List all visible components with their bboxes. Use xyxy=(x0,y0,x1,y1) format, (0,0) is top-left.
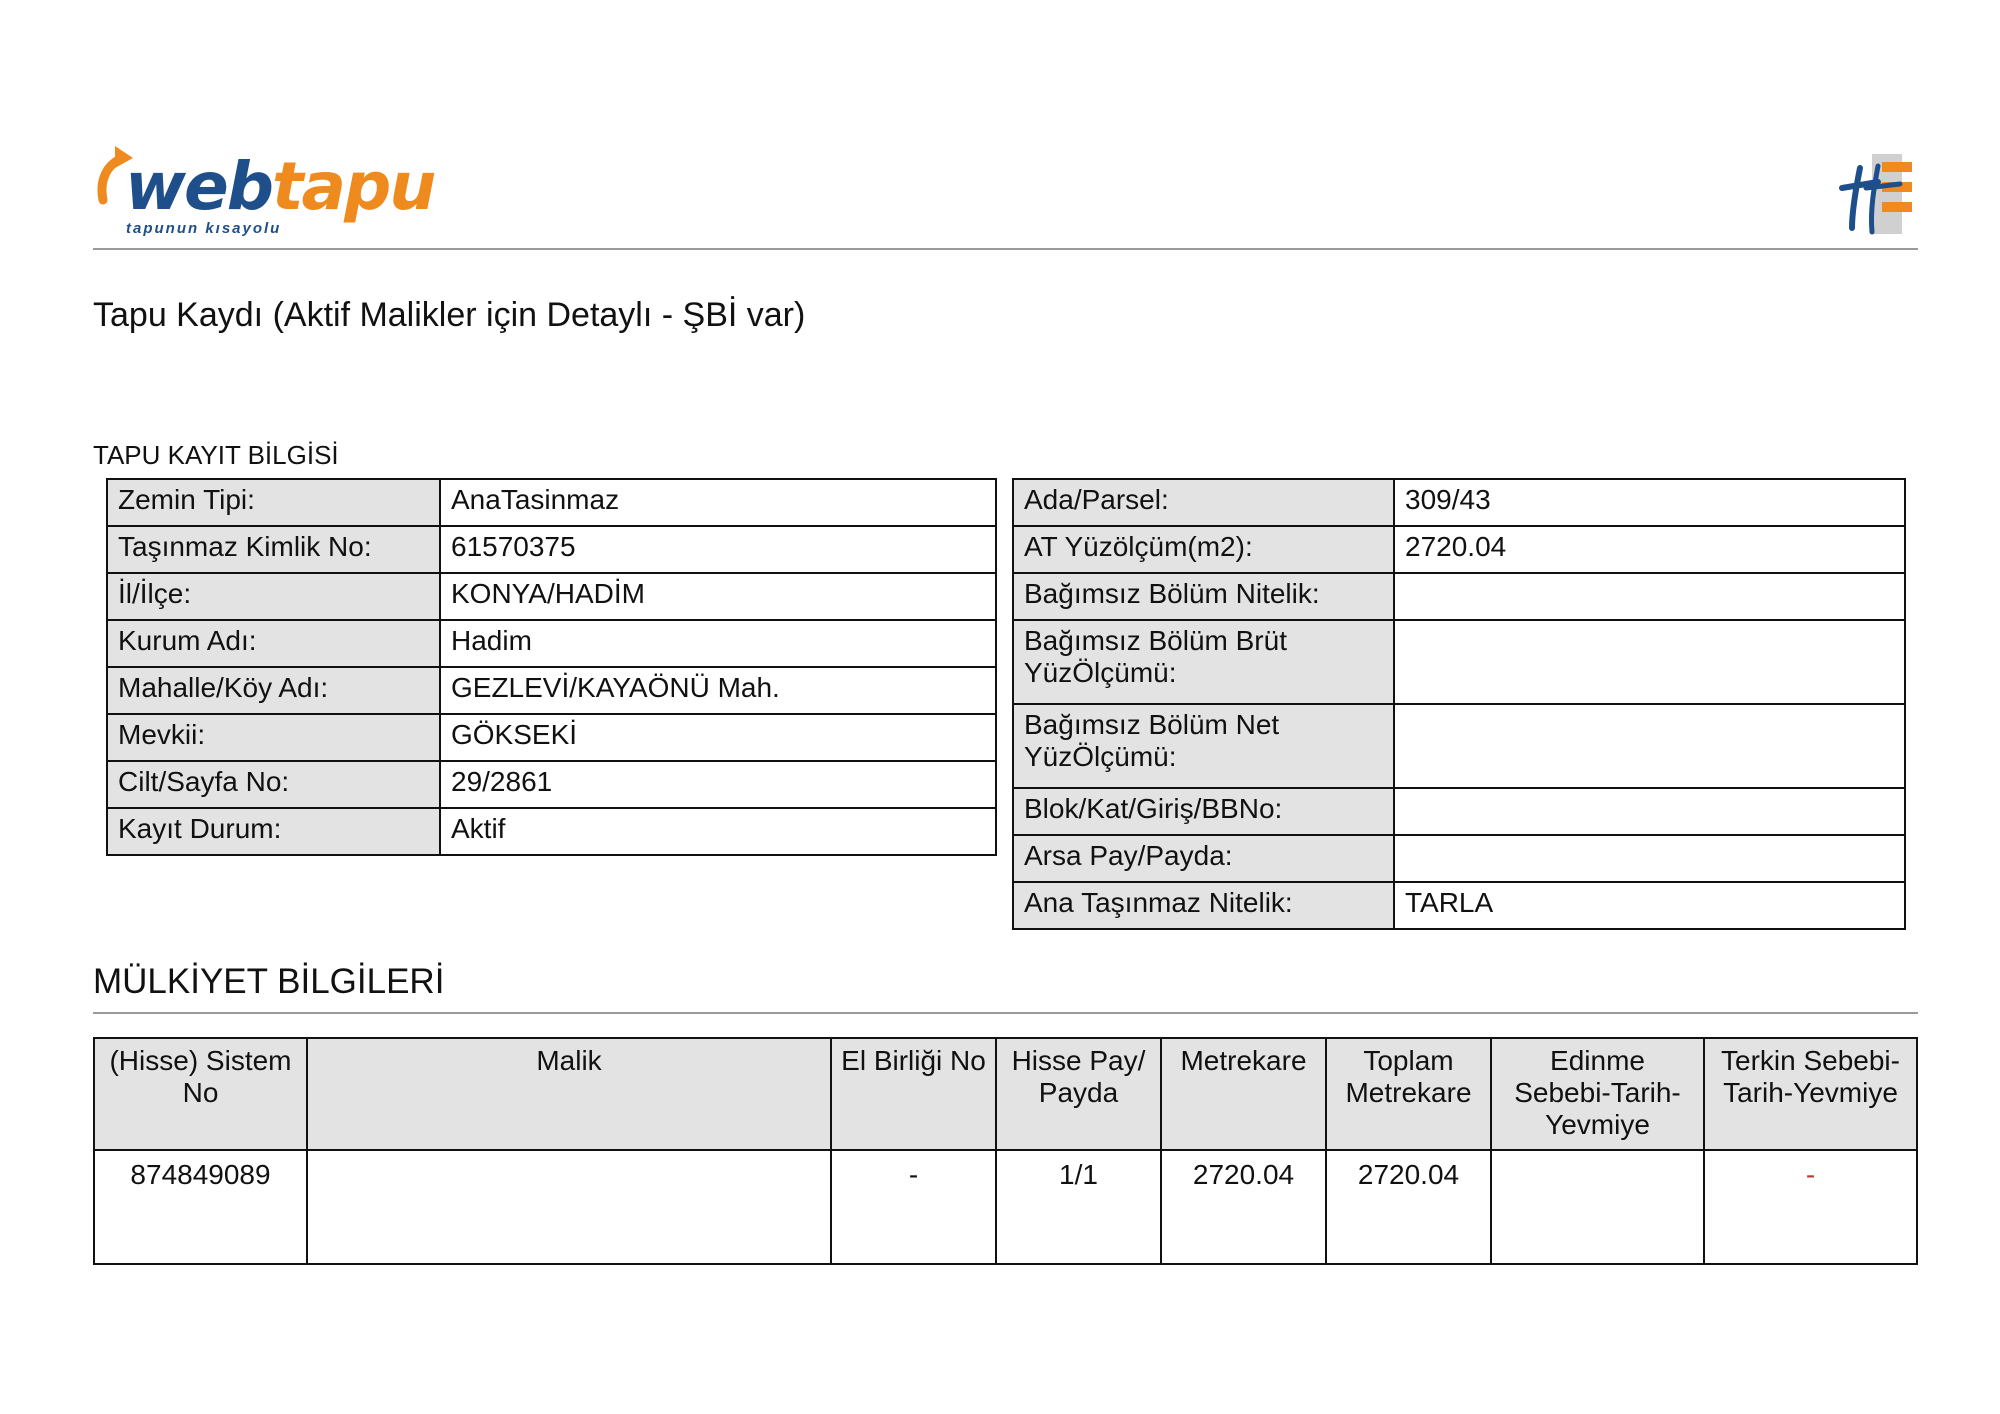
logo-tagline: tapunun kısayolu xyxy=(126,220,282,237)
webtapu-logo xyxy=(93,144,435,244)
kayit-label: Bağımsız Bölüm Net YüzÖlçümü: xyxy=(1013,704,1394,788)
mulkiyet-column-header: El Birliği No xyxy=(831,1038,996,1150)
logo-tapu: tapu xyxy=(271,148,435,225)
mulkiyet-cell: 1/1 xyxy=(996,1150,1161,1264)
kayit-row xyxy=(1013,526,1905,573)
table-row xyxy=(94,1150,1917,1264)
kayit-label: Bağımsız Bölüm Nitelik: xyxy=(1013,573,1394,620)
kayit-row xyxy=(107,573,996,620)
page-title: Tapu Kaydı (Aktif Malikler için Detaylı - ŞBİ var) xyxy=(93,296,806,334)
kayit-value: 309/43 xyxy=(1394,479,1905,526)
kayit-row xyxy=(107,667,996,714)
kayit-row xyxy=(107,714,996,761)
kayit-row xyxy=(1013,479,1905,526)
kayit-value: 2720.04 xyxy=(1394,526,1905,573)
kayit-label: Mahalle/Köy Adı: xyxy=(107,667,440,714)
mulkiyet-column-header: Metrekare xyxy=(1161,1038,1326,1150)
kayit-value xyxy=(1394,573,1905,620)
kayit-label: Zemin Tipi: xyxy=(107,479,440,526)
kayit-row xyxy=(107,620,996,667)
kayit-value: Hadim xyxy=(440,620,996,667)
kayit-value: GEZLEVİ/KAYAÖNÜ Mah. xyxy=(440,667,996,714)
kayit-row xyxy=(1013,835,1905,882)
kayit-row xyxy=(107,761,996,808)
mulkiyet-column-header: Hisse Pay/ Payda xyxy=(996,1038,1161,1150)
kayit-label: Ada/Parsel: xyxy=(1013,479,1394,526)
mulkiyet-column-header: Malik xyxy=(307,1038,831,1150)
kayit-row xyxy=(107,479,996,526)
kayit-label: İl/İlçe: xyxy=(107,573,440,620)
mulkiyet-cell: 874849089 xyxy=(94,1150,307,1264)
kayit-label: Ana Taşınmaz Nitelik: xyxy=(1013,882,1394,929)
kayit-label: Blok/Kat/Giriş/BBNo: xyxy=(1013,788,1394,835)
mulkiyet-table xyxy=(93,1037,1918,1265)
tapu-kayit-left-table xyxy=(106,478,997,856)
kayit-label: Mevkii: xyxy=(107,714,440,761)
mulkiyet-cell: - xyxy=(831,1150,996,1264)
mulkiyet-header-row xyxy=(94,1038,1917,1150)
kayit-value: Aktif xyxy=(440,808,996,855)
mulkiyet-cell: 2720.04 xyxy=(1326,1150,1491,1264)
kayit-row xyxy=(1013,620,1905,704)
mulkiyet-column-header: Toplam Metrekare xyxy=(1326,1038,1491,1150)
kayit-value: GÖKSEKİ xyxy=(440,714,996,761)
mulkiyet-column-header: Terkin Sebebi-Tarih-Yevmiye xyxy=(1704,1038,1917,1150)
mulkiyet-cell: - xyxy=(1704,1150,1917,1264)
kayit-label: Taşınmaz Kimlik No: xyxy=(107,526,440,573)
tapu-kayit-heading: TAPU KAYIT BİLGİSİ xyxy=(93,440,339,470)
kayit-label: Arsa Pay/Payda: xyxy=(1013,835,1394,882)
kayit-value xyxy=(1394,788,1905,835)
logo-wordmark xyxy=(125,148,435,225)
kayit-row xyxy=(1013,882,1905,929)
mulkiyet-column-header: Edinme Sebebi-Tarih-Yevmiye xyxy=(1491,1038,1704,1150)
kayit-row xyxy=(107,526,996,573)
kayit-value xyxy=(1394,835,1905,882)
kayit-value: 61570375 xyxy=(440,526,996,573)
kayit-label: Kurum Adı: xyxy=(107,620,440,667)
kayit-label: Cilt/Sayfa No: xyxy=(107,761,440,808)
kayit-row xyxy=(1013,704,1905,788)
kayit-value xyxy=(1394,620,1905,704)
kayit-row xyxy=(1013,573,1905,620)
kayit-value: AnaTasinmaz xyxy=(440,479,996,526)
kayit-label: Kayıt Durum: xyxy=(107,808,440,855)
kayit-label: AT Yüzölçüm(m2): xyxy=(1013,526,1394,573)
kayit-value: KONYA/HADİM xyxy=(440,573,996,620)
mulkiyet-cell: 2720.04 xyxy=(1161,1150,1326,1264)
kayit-row xyxy=(1013,788,1905,835)
kayit-value: 29/2861 xyxy=(440,761,996,808)
kayit-value: TARLA xyxy=(1394,882,1905,929)
tkgm-emblem-icon xyxy=(1838,148,1918,240)
tapu-kayit-right-table xyxy=(1012,478,1906,930)
kayit-value xyxy=(1394,704,1905,788)
mulkiyet-heading: MÜLKİYET BİLGİLERİ xyxy=(93,962,1918,1014)
mulkiyet-cell xyxy=(1491,1150,1704,1264)
mulkiyet-column-header: (Hisse) Sistem No xyxy=(94,1038,307,1150)
kayit-row xyxy=(107,808,996,855)
kayit-label: Bağımsız Bölüm Brüt YüzÖlçümü: xyxy=(1013,620,1394,704)
logo-web: web xyxy=(125,148,272,225)
mulkiyet-cell xyxy=(307,1150,831,1264)
page-header xyxy=(93,144,1918,250)
